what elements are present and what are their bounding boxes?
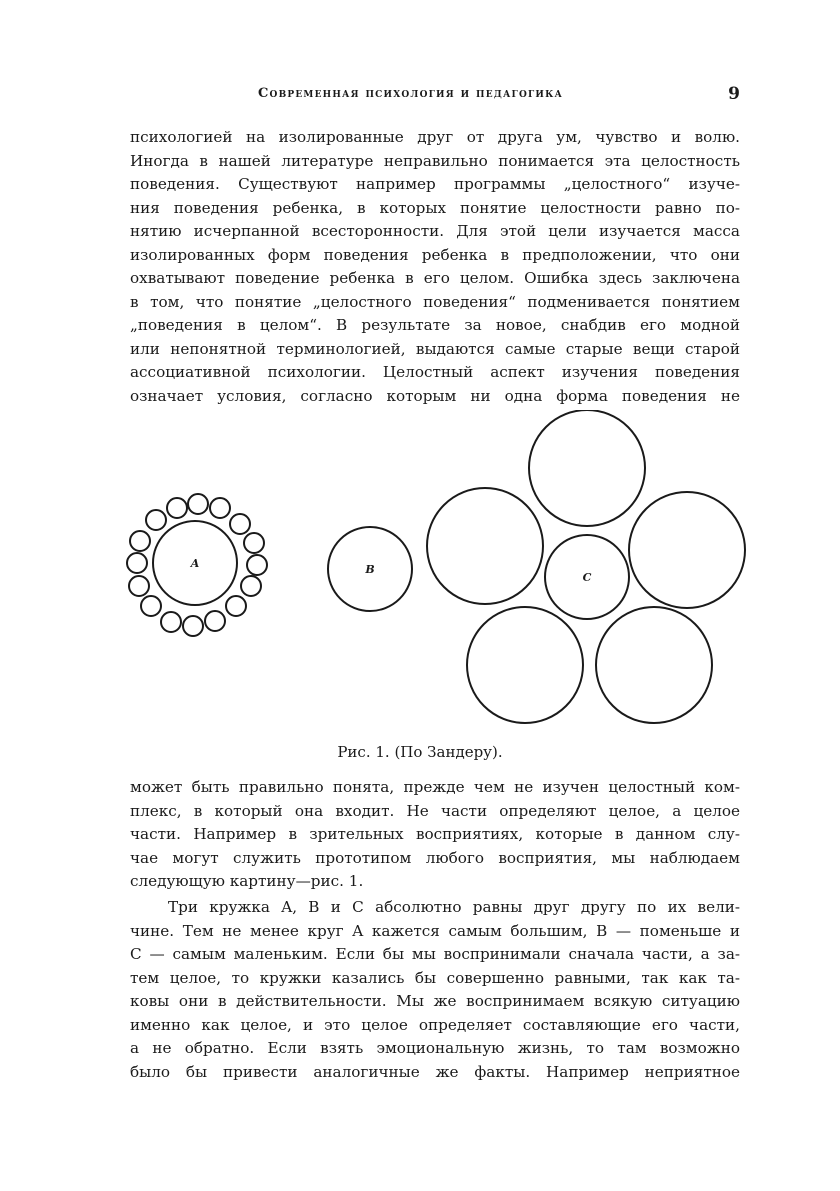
text-line: Иногда в нашей литературе неправильно понимается эта целостность	[130, 151, 740, 170]
text-line: части. Например в зрительных восприятиях, которые в данном слу-	[130, 825, 740, 843]
text-line: чине. Тем не менее круг A кажется самым большим, B — поменьше и	[130, 921, 740, 940]
text-line: плекс, в который она входит. Не части определяют целое, а целое	[130, 801, 740, 820]
text-line: психологией на изолированные друг от друга ум, чувство и волю.	[130, 128, 740, 146]
text-line: а не обратно. Если взять эмоциональную жизнь, то там возможно	[130, 1039, 740, 1057]
small-circle	[226, 596, 246, 616]
figure-caption: Рис. 1. (По Зандеру).	[337, 743, 503, 761]
large-circle	[467, 607, 583, 723]
text-line: означает условия, согласно которым ни одна форма поведения не	[130, 386, 740, 405]
label-b: B	[365, 563, 375, 576]
text-line: Три кружка A, B и C абсолютно равны друг другу по их вели-	[168, 898, 740, 916]
text-line: следующую картину—рис. 1.	[130, 872, 364, 890]
large-circle	[529, 410, 645, 526]
small-circle	[167, 498, 187, 518]
small-circle	[161, 612, 181, 632]
small-circle	[241, 576, 261, 596]
text-line: в том, что понятие „целостного поведения“ подменивается понятием	[130, 292, 740, 311]
small-circle	[244, 533, 264, 553]
text-line: ковы они в действительности. Мы же воспринимаем всякую ситуацию	[130, 992, 740, 1010]
small-circle	[129, 576, 149, 596]
text-line: ния поведения ребенка, в которых понятие целостности равно по-	[130, 198, 740, 217]
text-line: поведения. Существуют например программы „целостного“ изуче-	[130, 175, 740, 193]
paragraph-3	[130, 896, 740, 1084]
label-a: A	[190, 557, 200, 570]
text-line: чае могут служить прототипом любого восприятия, мы наблюдаем	[130, 848, 740, 867]
small-circle	[188, 494, 208, 514]
small-circle	[210, 498, 230, 518]
paragraph-2	[130, 776, 740, 894]
large-circle	[427, 488, 543, 604]
small-circle	[127, 553, 147, 573]
small-circle	[141, 596, 161, 616]
small-circle	[130, 531, 150, 551]
text-line: может быть правильно понята, прежде чем не изучен целостный ком-	[130, 778, 740, 796]
text-line: или непонятной терминологией, выдаются самые старые вещи старой	[130, 339, 740, 358]
small-circle	[247, 555, 267, 575]
text-line: нятию исчерпанной всесторонности. Для этой цели изучается масса	[130, 222, 740, 240]
large-circle	[596, 607, 712, 723]
text-line: именно как целое, и это целое определяет составляющие его части,	[130, 1015, 740, 1034]
small-circle	[146, 510, 166, 530]
text-line: было бы привести аналогичные же факты. Например неприятное	[130, 1062, 740, 1081]
text-line: изолированных форм поведения ребенка в предположении, что они	[130, 245, 740, 264]
running-title: Современная психология и педагогика	[258, 86, 564, 101]
text-line: ассоциативной психологии. Целостный аспект изучения поведения	[130, 363, 740, 381]
text-line: охватывают поведение ребенка в его целом. Ошибка здесь заключена	[130, 269, 740, 287]
paragraph-1	[130, 126, 740, 408]
small-circle	[230, 514, 250, 534]
small-circle	[183, 616, 203, 636]
label-c: C	[582, 571, 592, 584]
text-line: тем целое, то кружки казались бы совершенно равными, так как та-	[130, 968, 740, 987]
page-number: 9	[728, 84, 740, 104]
large-circle	[629, 492, 745, 608]
text-line: „поведения в целом“. В результате за новое, снабдив его модной	[130, 316, 740, 334]
running-header	[130, 86, 740, 106]
text-line: C — самым маленьким. Если бы мы воспринимали сначала части, а за-	[130, 945, 740, 963]
figure-1-circles	[120, 410, 760, 740]
small-circle	[205, 611, 225, 631]
